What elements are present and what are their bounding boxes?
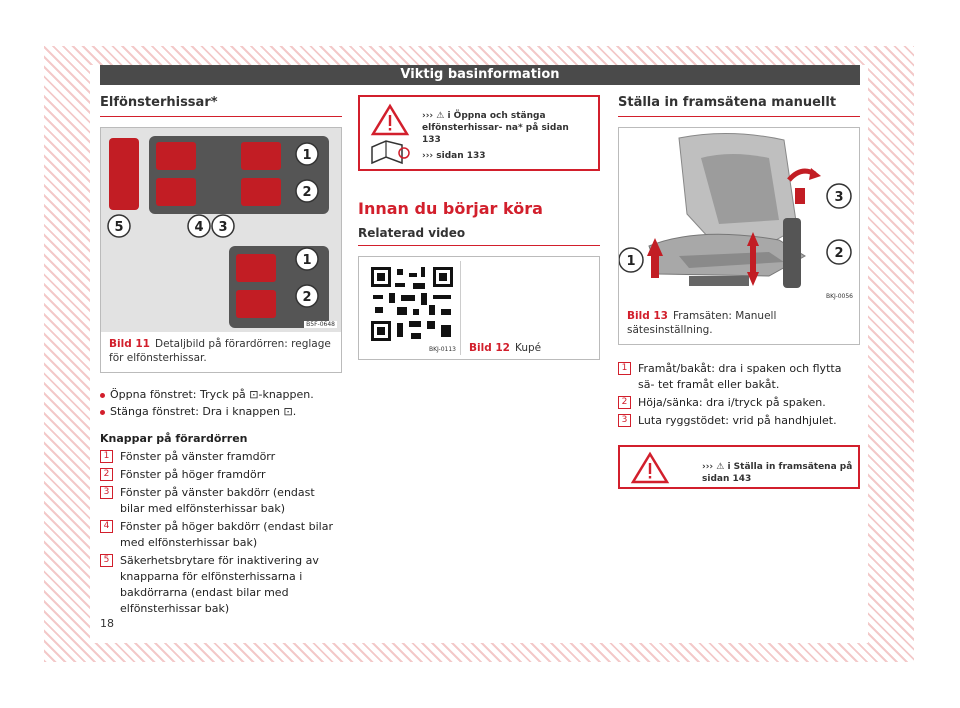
warning-triangle-icon bbox=[370, 103, 410, 137]
seat-drawing bbox=[619, 128, 859, 304]
list-item: 1 Framåt/bakåt: dra i spaken och flytta sä- tet framåt eller bakåt. bbox=[618, 361, 860, 393]
figure-13 bbox=[618, 127, 860, 345]
warning-link-2[interactable]: ››› sidan 133 bbox=[422, 151, 486, 161]
callout-2-front: 2 bbox=[302, 185, 312, 200]
figure-caption bbox=[101, 332, 341, 372]
warning-link-1[interactable]: ››› ⚠ i Öppna och stänga elfönsterhissar- na* på sidan 133 bbox=[422, 111, 569, 146]
book-icon bbox=[368, 139, 412, 169]
list-item: 1 Fönster på vänster framdörr bbox=[100, 449, 342, 465]
seat-warning-link[interactable]: ››› ⚠ i Ställa in framsätena på sidan 143 bbox=[702, 462, 853, 485]
callout-3: 3 bbox=[218, 220, 228, 235]
left-column bbox=[100, 95, 342, 619]
seat-callout-2: 2 bbox=[834, 246, 844, 261]
bullet-open: Öppna fönstret: Tryck på ⊡-knappen. bbox=[100, 387, 342, 404]
seat-callout-1: 1 bbox=[626, 254, 636, 269]
figure-label: Bild 11 bbox=[109, 338, 150, 350]
callout-5: 5 bbox=[114, 220, 124, 235]
figure-caption-text: Framsäten: Manuell sätesinställning. bbox=[627, 310, 777, 337]
qr-code[interactable] bbox=[363, 261, 461, 355]
chapter-header: Viktig basinformation bbox=[100, 65, 860, 85]
seat-callout-3: 3 bbox=[834, 190, 844, 205]
driver-door-subhead: Knappar på förardörren bbox=[100, 432, 248, 446]
figure-12 bbox=[358, 256, 600, 360]
door-switch-illustration bbox=[101, 128, 341, 332]
callout-2-rear: 2 bbox=[302, 290, 312, 305]
section-title-window-lifts: Elfönsterhissar* bbox=[100, 95, 342, 117]
list-item: 5 Säkerhetsbrytare för inaktivering av knapparna för elfönsterhissarna i bakdörrarna (endast bilar med elfönsterhissar bak) bbox=[100, 553, 342, 617]
list-item: 4 Fönster på höger bakdörr (endast bilar med elfönsterhissar bak) bbox=[100, 519, 342, 551]
bullet-list bbox=[100, 387, 342, 420]
bullet-close: Stänga fönstret: Dra i knappen ⊡. bbox=[100, 404, 342, 421]
warning-triangle-icon bbox=[630, 451, 670, 485]
driver-door-list bbox=[100, 449, 342, 616]
list-item: 2 Fönster på höger framdörr bbox=[100, 467, 342, 483]
figure-code: B5F-0648 bbox=[306, 321, 335, 328]
seat-adjust-list bbox=[618, 361, 860, 429]
section-title-front-seats: Ställa in framsätena manuellt bbox=[618, 95, 860, 117]
list-item: 3 Fönster på vänster bakdörr (endast bilar med elfönsterhissar bak) bbox=[100, 485, 342, 517]
video-caption-text: Kupé bbox=[515, 342, 542, 354]
list-item: 2 Höja/sänka: dra i/tryck på spaken. bbox=[618, 395, 860, 411]
video-code: BKJ-0113 bbox=[428, 346, 456, 353]
figure-label: Bild 13 bbox=[627, 310, 668, 322]
figure-11 bbox=[100, 127, 342, 373]
callout-1-rear: 1 bbox=[302, 253, 312, 268]
list-item: 3 Luta ryggstödet: vrid på handhjulet. bbox=[618, 413, 860, 429]
right-column bbox=[618, 95, 860, 489]
callout-1-front: 1 bbox=[302, 148, 312, 163]
middle-column bbox=[358, 95, 600, 360]
seat-illustration bbox=[619, 128, 859, 304]
section-title-before-driving: Innan du börjar köra bbox=[358, 199, 543, 218]
seat-warning-box bbox=[618, 445, 860, 489]
video-label: Bild 12 bbox=[469, 342, 510, 354]
video-caption bbox=[469, 342, 541, 354]
page-number: 18 bbox=[100, 617, 114, 630]
figure-caption-text: Detaljbild på förardörren: reglage för elfönsterhissar. bbox=[109, 338, 331, 365]
related-video-title: Relaterad video bbox=[358, 226, 600, 246]
qr-code-drawing bbox=[369, 265, 455, 343]
figure-caption bbox=[619, 304, 859, 344]
window-switch-drawing bbox=[101, 128, 341, 332]
warning-box bbox=[358, 95, 600, 171]
callout-4: 4 bbox=[194, 220, 204, 235]
figure-code: BKJ-0056 bbox=[825, 293, 853, 300]
